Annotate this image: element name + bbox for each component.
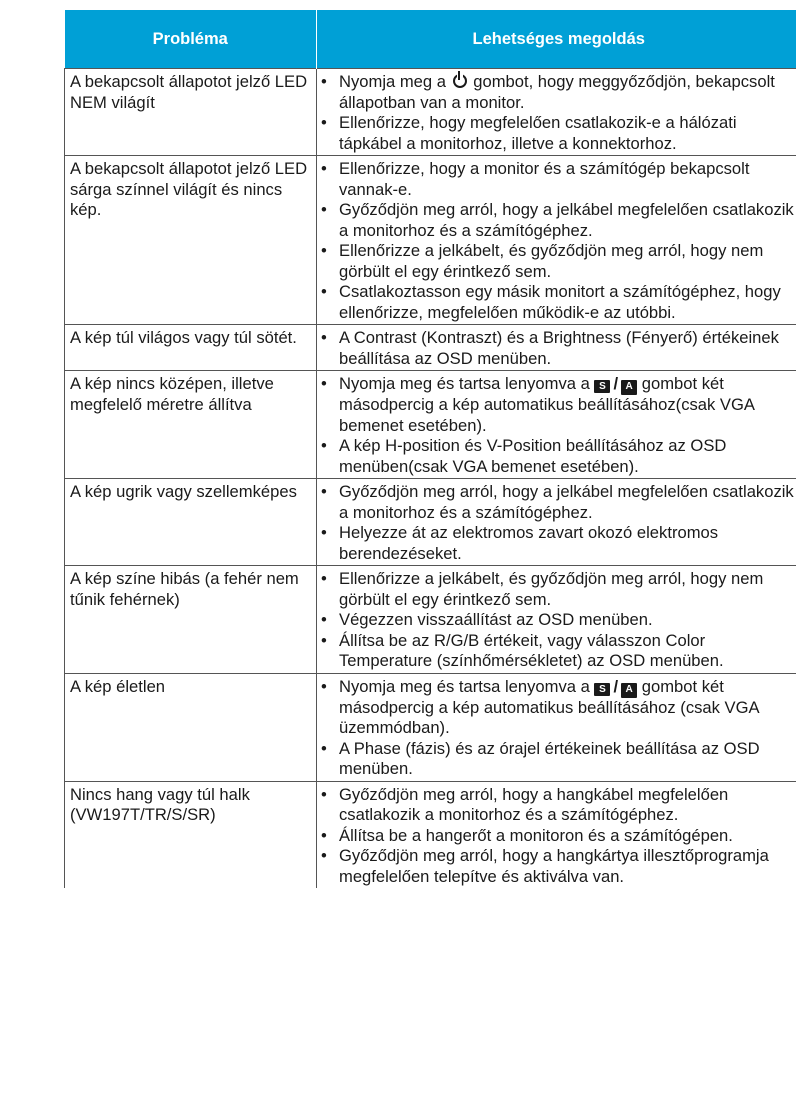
bullet-icon: • [321,374,327,393]
solution-text: A kép H-position és V-Position beállításához az OSD menüben(csak VGA bemenet esetében). [339,436,727,476]
bullet-icon: • [321,328,327,347]
problem-cell: A kép ugrik vagy szellemképes [65,479,317,566]
solution-item [321,159,796,200]
problem-cell: A bekapcsolt állapotot jelző LED NEM világít [65,69,317,156]
bullet-icon: • [321,72,327,91]
solution-item [321,739,796,780]
solution-cell [317,479,796,566]
power-icon [453,74,467,88]
splendid-auto-key-icon [594,374,637,393]
solution-cell [317,673,796,781]
solution-text: Győződjön meg arról, hogy a hangkábel megfelelően csatlakozik a monitorhoz és a számítógéphez. [339,784,729,824]
table-row [65,156,796,325]
solution-text: Győződjön meg arról, hogy a hangkártya illesztőprogramja megfelelően telepítve és aktiválva van. [339,846,769,886]
table-row [65,673,796,781]
bullet-icon: • [321,113,327,132]
solution-text: Állítsa be az R/G/B értékeit, vagy válasszon Color Temperature (színhőmérsékletet) az OSD menüben. [339,630,724,670]
solution-text-before: Nyomja meg a [339,72,446,91]
solution-text-before: Nyomja meg és tartsa lenyomva a [339,676,590,696]
auto-adjust-key-icon: A [621,380,637,395]
solution-text-after: gombot két másodpercig a kép automatikus beállításához(csak VGA bemenet esetében). [339,374,755,435]
bullet-icon: • [321,523,327,542]
solution-text: Csatlakoztasson egy másik monitort a számítógéphez, hogy ellenőrizze, megfelelően működik-e az utóbbi. [339,282,781,322]
solution-text-with-icon [339,677,796,739]
bullet-icon: • [321,825,327,845]
solution-text: A Phase (fázis) és az órajel értékeinek beállítása az OSD menüben. [339,738,760,778]
troubleshooting-table [64,10,796,888]
bullet-icon: • [321,241,327,260]
table-body [65,69,796,889]
bullet-icon: • [321,282,327,301]
problem-cell: A kép életlen [65,673,317,781]
bullet-icon: • [321,738,327,758]
splendid-auto-key-icon [594,677,637,696]
solution-item [321,523,796,564]
problem-cell: A kép színe hibás (a fehér nem tűnik fehérnek) [65,566,317,674]
table-row [65,325,796,371]
solution-item [321,610,796,631]
solution-text: Győződjön meg arról, hogy a jelkábel megfelelően csatlakozik a monitorhoz és a számítógéphez. [339,200,794,240]
problem-cell: A kép túl világos vagy túl sötét. [65,325,317,371]
splendid-key-icon: S [594,380,610,393]
bullet-icon: • [321,569,327,588]
key-separator: / [613,374,619,393]
table-header [65,10,796,69]
bullet-icon: • [321,436,327,455]
solution-text-with-icon [339,72,796,113]
solution-text: Állítsa be a hangerőt a monitoron és a számítógépen. [339,825,733,845]
solution-item [321,482,796,523]
solution-text-after: gombot, hogy meggyőződjön, bekapcsolt állapotban van a monitor. [339,72,775,112]
solution-cell [317,566,796,674]
solution-item [321,113,796,154]
table-row [65,479,796,566]
solution-item [321,677,796,739]
bullet-icon: • [321,676,327,696]
table-row [65,69,796,156]
problem-cell: Nincs hang vagy túl halk (VW197T/TR/S/SR) [65,781,317,888]
solution-text-with-icon [339,374,796,436]
solution-item [321,282,796,323]
solution-item [321,328,796,369]
solution-text-before: Nyomja meg és tartsa lenyomva a [339,374,590,393]
solution-cell [317,371,796,479]
solution-item [321,200,796,241]
table-row [65,371,796,479]
solution-text: Végezzen visszaállítást az OSD menüben. [339,610,653,629]
bullet-icon: • [321,159,327,178]
solution-text: Ellenőrizze a jelkábelt, és győződjön meg arról, hogy nem görbült el egy érintkező sem. [339,241,764,281]
bullet-icon: • [321,784,327,804]
solution-text: Győződjön meg arról, hogy a jelkábel megfelelően csatlakozik a monitorhoz és a számítógéphez. [339,482,794,522]
solution-item [321,72,796,113]
solution-item [321,569,796,610]
bullet-icon: • [321,846,327,865]
solution-item [321,436,796,477]
solution-cell [317,325,796,371]
problem-column-header: Probléma [65,10,317,69]
solution-item [321,846,796,887]
solution-text: A Contrast (Kontraszt) és a Brightness (Fényerő) értékeinek beállítása az OSD menüben. [339,328,779,368]
solution-text: Ellenőrizze a jelkábelt, és győződjön meg arról, hogy nem görbült el egy érintkező sem. [339,569,764,609]
key-separator: / [613,676,619,696]
solution-item [321,631,796,672]
table-row [65,566,796,674]
solution-text: Helyezze át az elektromos zavart okozó elektromos berendezéseket. [339,523,719,563]
solution-item [321,374,796,436]
solution-text: Ellenőrizze, hogy a monitor és a számítógép bekapcsolt vannak-e. [339,159,750,199]
bullet-icon: • [321,610,327,629]
solution-item [321,241,796,282]
solution-cell [317,781,796,888]
splendid-key-icon: S [594,683,610,696]
solution-text-after: gombot két másodpercig a kép automatikus beállításához (csak VGA üzemmódban). [339,676,759,737]
solution-item [321,785,796,826]
problem-cell: A bekapcsolt állapotot jelző LED sárga színnel világít és nincs kép. [65,156,317,325]
solution-item [321,826,796,847]
solution-cell [317,69,796,156]
bullet-icon: • [321,482,327,501]
bullet-icon: • [321,200,327,219]
table-row [65,781,796,888]
solution-cell [317,156,796,325]
problem-cell: A kép nincs középen, illetve megfelelő méretre állítva [65,371,317,479]
solution-text: Ellenőrizze, hogy megfelelően csatlakozik-e a hálózati tápkábel a monitorhoz, illetve a konnektorhoz. [339,113,737,153]
bullet-icon: • [321,630,327,650]
solution-column-header: Lehetséges megoldás [317,10,796,69]
auto-adjust-key-icon: A [621,683,637,698]
